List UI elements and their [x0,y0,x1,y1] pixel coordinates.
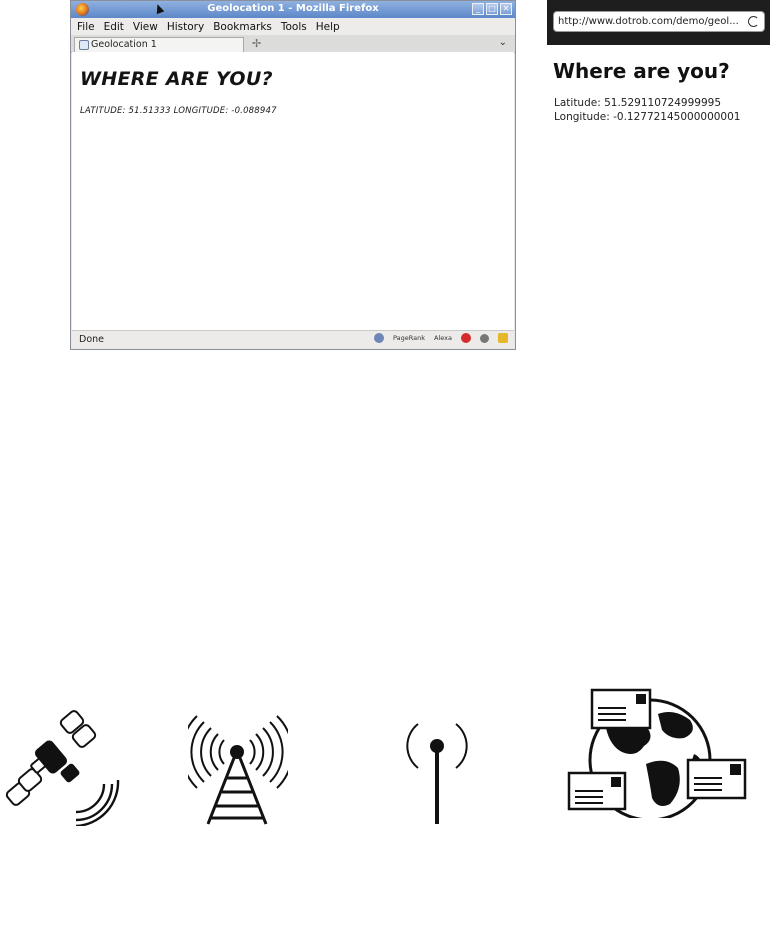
pagerank-label[interactable]: PageRank [393,334,426,342]
security-icon[interactable] [498,333,508,343]
tab-list-chevron-icon[interactable]: ⌄ [498,37,507,48]
menu-help[interactable]: Help [315,20,340,33]
maximize-button[interactable]: □ [486,3,498,15]
menu-edit[interactable]: Edit [103,20,124,33]
addon-icon[interactable] [374,333,384,343]
tab-geolocation[interactable] [74,37,244,52]
tab-bar [71,35,515,53]
window-title: Geolocation 1 - Mozilla Firefox [207,3,379,14]
menu-bookmarks[interactable]: Bookmarks [213,20,272,33]
minimize-button[interactable]: _ [472,3,484,15]
new-tab-icon[interactable]: ✢ [252,37,262,50]
status-bar [72,330,514,348]
menu-view[interactable]: View [132,20,158,33]
mobile-longitude: Longitude: -0.12772145000000001 [554,111,741,123]
mobile-page-heading: Where are you? [553,59,730,83]
mobile-url-field[interactable] [553,11,765,32]
menu-file[interactable]: File [77,20,95,33]
adblock-icon[interactable] [461,333,471,343]
status-text: Done [79,334,104,345]
page-content [72,52,514,331]
firebug-icon[interactable] [480,334,489,343]
close-button[interactable]: ✕ [500,3,512,15]
tab-label: Geolocation 1 [91,39,157,50]
ip-mail-globe-icon [566,688,748,818]
alexa-label[interactable]: Alexa [434,334,452,342]
menu-bar [71,18,515,35]
url-text: http://www.dotrob.com/demo/geol... [558,16,739,27]
menu-history[interactable]: History [166,20,205,33]
coordinates-text: LATITUDE: 51.51333 LONGITUDE: -0.088947 [80,106,277,116]
cell-tower-icon [188,712,288,828]
title-bar [71,1,515,18]
wifi-antenna-icon [404,718,470,828]
menu-tools[interactable]: Tools [280,20,307,33]
mobile-latitude: Latitude: 51.529110724999995 [554,97,721,109]
satellite-icon [4,708,122,826]
firefox-window [70,0,516,350]
page-heading: WHERE ARE YOU? [80,68,273,90]
mobile-address-bar [547,0,770,45]
reload-icon[interactable] [748,16,759,27]
page-favicon-icon [79,40,89,50]
